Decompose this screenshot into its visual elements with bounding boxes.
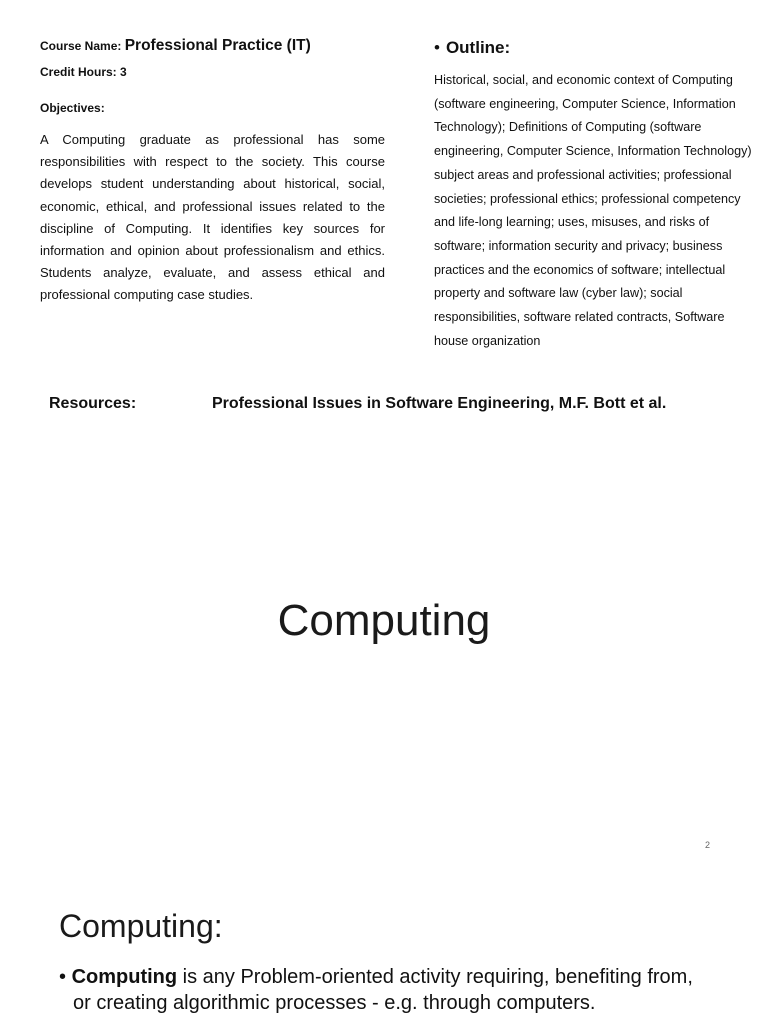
outline-heading — [434, 38, 510, 58]
course-name-label: Course Name: — [40, 39, 122, 53]
outline-text: Historical, social, and economic context of Computing (software engineering, Computer Science, Information Technology); Definitions of Computing (software engineering, Computer Science, Information Technology) subject areas and professional activities; professional societies; professional ethics; professional competency and life-long learning; uses, misuses, and risks of software; information security and privacy; business practices and the economics of software; intellectual property and software law (cyber law); social responsibilities, software related contracts, Software house organization — [434, 73, 752, 348]
course-name — [40, 37, 311, 55]
objectives-label: Objectives: — [40, 101, 105, 115]
objectives-text: A Computing graduate as professional has some responsibilities with respect to the society. This course develops student understanding about historical, social, economic, ethical, and professional issues related to the discipline of Computing. It identifies key sources for information and opinion about professionalism and ethics. Students analyze, evaluate, and assess ethical and professional computing case studies. — [40, 132, 385, 303]
page-number: 2 — [705, 840, 711, 850]
bullet-icon: • — [434, 38, 440, 57]
definition-term: Computing — [71, 966, 178, 988]
course-name-value: Professional Practice (IT) — [124, 37, 311, 54]
section-title: Computing: — [59, 908, 223, 944]
definition-text: is any Problem-oriented activity requiring, benefiting from, or creating algorithmic processes - e.g. through computers. — [73, 966, 693, 1014]
bullet-icon: • — [59, 966, 67, 988]
slide-title: Computing — [277, 596, 491, 645]
resources-value: Professional Issues in Software Engineering, M.F. Bott et al. — [212, 395, 667, 412]
computing-definition — [59, 964, 713, 1016]
outline-heading-label: Outline: — [445, 38, 511, 57]
credit-hours: Credit Hours: 3 — [40, 65, 127, 79]
resources-label: Resources: — [49, 395, 137, 412]
